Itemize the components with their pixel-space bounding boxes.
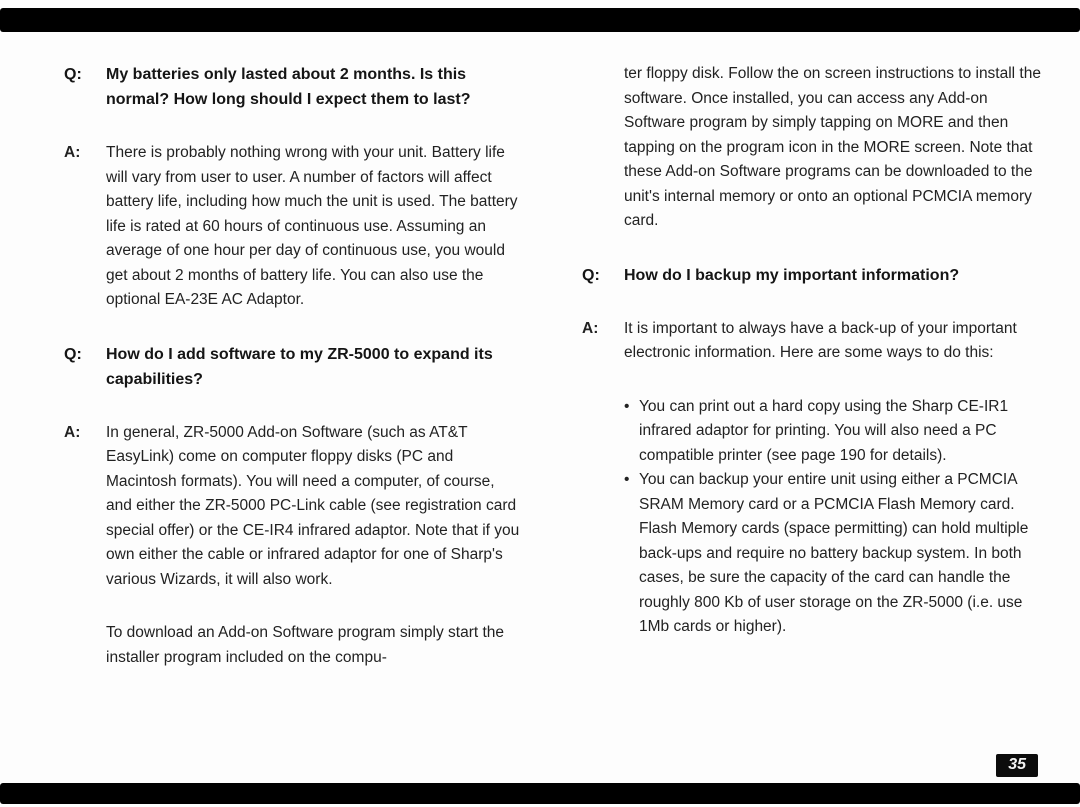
- answer-label: A:: [582, 319, 599, 337]
- bullet-list: [624, 395, 1042, 640]
- question-text: How do I backup my important information?: [624, 266, 960, 284]
- page-number-badge: 35: [996, 754, 1038, 777]
- right-column: [582, 62, 1042, 670]
- answer-label: A:: [64, 144, 81, 161]
- bullet-item: [624, 395, 1042, 469]
- bullet-text: You can print out a hard copy using the Sharp CE-IR1 infrared adaptor for printing. You will also need a PC compatible printer (see page 190 for details).: [639, 397, 1009, 464]
- bullet-item: [624, 468, 1042, 640]
- answer-text: In general, ZR-5000 Add-on Software (such as AT&T EasyLink) come on computer floppy disks (PC and Macintosh formats). You will need a computer, of course, and either the ZR-5000 PC-Link cable (see registration card special offer) or the CE-IR4 infrared adaptor. Note that if you own either the cable or infrared adaptor for one of Sharp's various Wizards, it will also work.: [106, 423, 520, 588]
- bottom-edge-bar: [0, 783, 1080, 804]
- question-block-backup: [582, 263, 1042, 288]
- question-label: Q:: [64, 66, 82, 83]
- answer-label: A:: [64, 423, 81, 441]
- continuation-paragraph: ter floppy disk. Follow the on screen instructions to install the software. Once installed, you can access any Add-on Software program by simply tapping on MORE and then tapping on the program icon in the MORE screen. Note that these Add-on Software programs can be downloaded to the unit's internal memory or onto an optional PCMCIA memory card.: [624, 65, 1041, 229]
- answer-text: It is important to always have a back-up of your important electronic information. Here are some ways to do this:: [624, 319, 1017, 361]
- answer-block-backup: [582, 317, 1042, 366]
- question-label: Q:: [64, 345, 82, 363]
- question-block-batteries: [64, 62, 524, 112]
- bullet-text: You can backup your entire unit using either a PCMCIA SRAM Memory card or a PCMCIA Flash Memory card. Flash Memory cards (space permitting) can hold multiple back-ups and require no battery backup system. In both cases, be sure the capacity of the card can handle the roughly 800 Kb of user storage on the ZR-5000 (i.e. use 1Mb cards or higher).: [639, 471, 1029, 635]
- top-edge-bar: [0, 8, 1080, 32]
- answer-block-add-software: [64, 421, 524, 593]
- question-text: How do I add software to my ZR-5000 to expand its capabilities?: [106, 345, 493, 388]
- left-column: [64, 62, 524, 670]
- answer-block-batteries: [64, 141, 524, 313]
- question-text: My batteries only lasted about 2 months. Is this normal? How long should I expect them to last?: [106, 66, 471, 108]
- answer-text: There is probably nothing wrong with your unit. Battery life will vary from user to user. A number of factors will affect battery life, including how much the unit is used. The battery life is rated at 60 hours of continuous use. Assuming an average of one hour per day of continuous use, you would get about 2 months of battery life. You can also use the optional EA-23E AC Adaptor.: [106, 144, 518, 308]
- bullet-marker: •: [624, 471, 630, 488]
- question-block-add-software: [64, 342, 524, 392]
- manual-page-content: [64, 62, 1042, 670]
- bullet-marker: •: [624, 397, 630, 415]
- question-label: Q:: [582, 266, 600, 284]
- continuation-paragraph: To download an Add-on Software program simply start the installer program included on the compu-: [106, 624, 505, 666]
